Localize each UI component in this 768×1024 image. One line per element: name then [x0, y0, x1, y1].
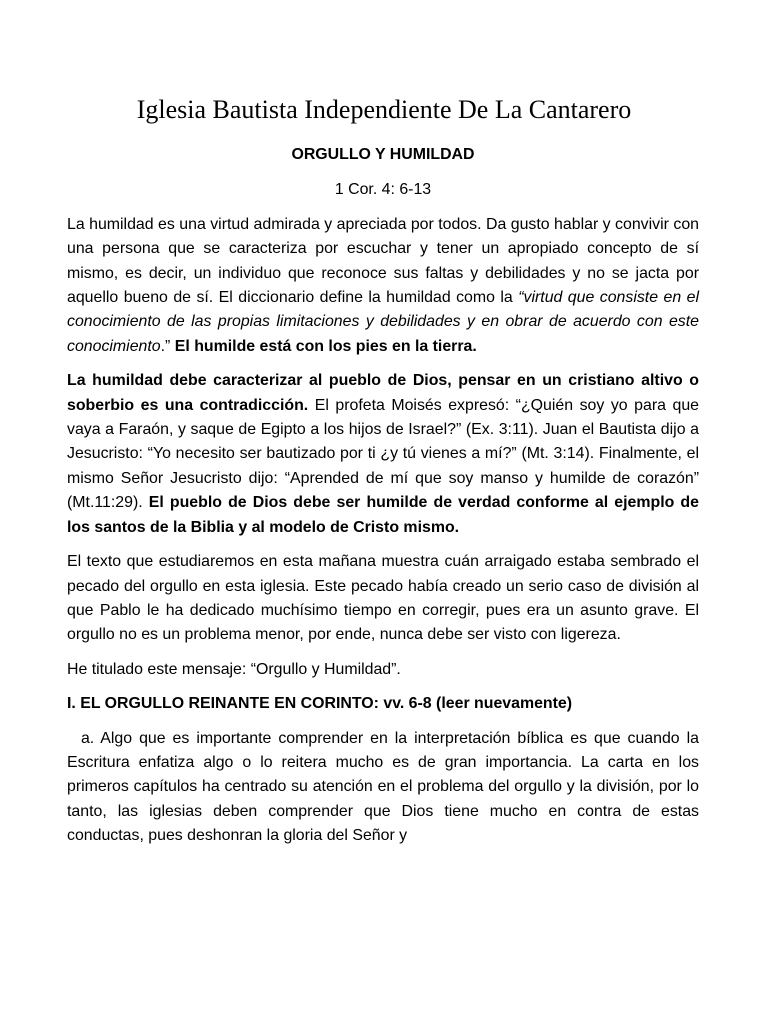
paragraph-1-quote-end: .” — [160, 337, 175, 355]
paragraph-2-text: El profeta Moisés expresó: “¿Quién soy yo para que vaya a Faraón, y saque de Egipto a los hijos de Israel?” (Ex. 3:11). Juan el Bautista dijo a Jesucristo: “Yo necesito ser bautizado por ti ¿y tú vienes a mí?” (Mt. 3:14). Finalmente, el mismo Señor Jesucristo dijo: “Aprended de mí que soy manso y humilde de corazón” (Mt.11:29). — [67, 396, 699, 512]
paragraph-2-emphasis-1: La humildad debe caracterizar al pueblo de Dios, pensar en un cristiano altivo o soberbio es una contradicción. — [67, 372, 699, 414]
paragraph-1-text: La humildad es una virtud admirada y apreciada por todos. Da gusto hablar y convivir con una persona que se caracteriza por escuchar y tener un apropiado concepto de sí mismo, es decir, un individuo que reconoce sus faltas y debilidades y no se jacta por aquello bueno de sí. El diccionario define la humildad como la — [67, 215, 699, 307]
sermon-title: ORGULLO Y HUMILDAD — [291, 146, 475, 163]
list-item-a — [67, 727, 699, 849]
list-item-a-text: Algo que es importante comprender en la interpretación bíblica es que cuando la Escritura enfatiza algo o lo reitera mucho es de gran importancia. La carta en los primeros capítulos ha centrado su atención en el problema del orgullo y la división, por lo tanto, las iglesias deben comprender que Dios tiene mucho en contra de estas conductas, pues deshonran la gloria del Señor y — [67, 729, 699, 845]
church-name-header: Iglesia Bautista Independiente De La Cantarero — [136, 95, 632, 124]
document-body — [67, 143, 699, 849]
paragraph-4: He titulado este mensaje: “Orgullo y Humildad”. — [67, 660, 401, 678]
paragraph-1-quote: “virtud que consiste en el conocimiento de las propias limitaciones y debilidades y en obrar de acuerdo con este conocimiento — [67, 289, 699, 355]
scripture-reference: 1 Cor. 4: 6-13 — [334, 181, 432, 199]
paragraph-1-emphasis: El humilde está con los pies en la tierra. — [174, 337, 477, 355]
paragraph-3: El texto que estudiaremos en esta mañana muestra cuán arraigado estaba sembrado el pecado del orgullo en esta iglesia. Este pecado había creado un serio caso de división al que Pablo le ha dedicado muchísimo tiempo en corregir, pues era un asunto grave. El orgullo no es un problema menor, por ende, nunca debe ser visto con ligereza. — [67, 553, 699, 644]
list-item-a-marker: a. — [67, 729, 101, 747]
section-heading: I. EL ORGULLO REINANTE EN CORINTO: vv. 6-8 (leer nuevamente) — [67, 695, 573, 713]
paragraph-2 — [67, 369, 699, 540]
paragraph-1 — [67, 213, 699, 359]
paragraph-2-emphasis-2: El pueblo de Dios debe ser humilde de verdad conforme al ejemplo de los santos de la Biblia y al modelo de Cristo mismo. — [67, 494, 699, 536]
